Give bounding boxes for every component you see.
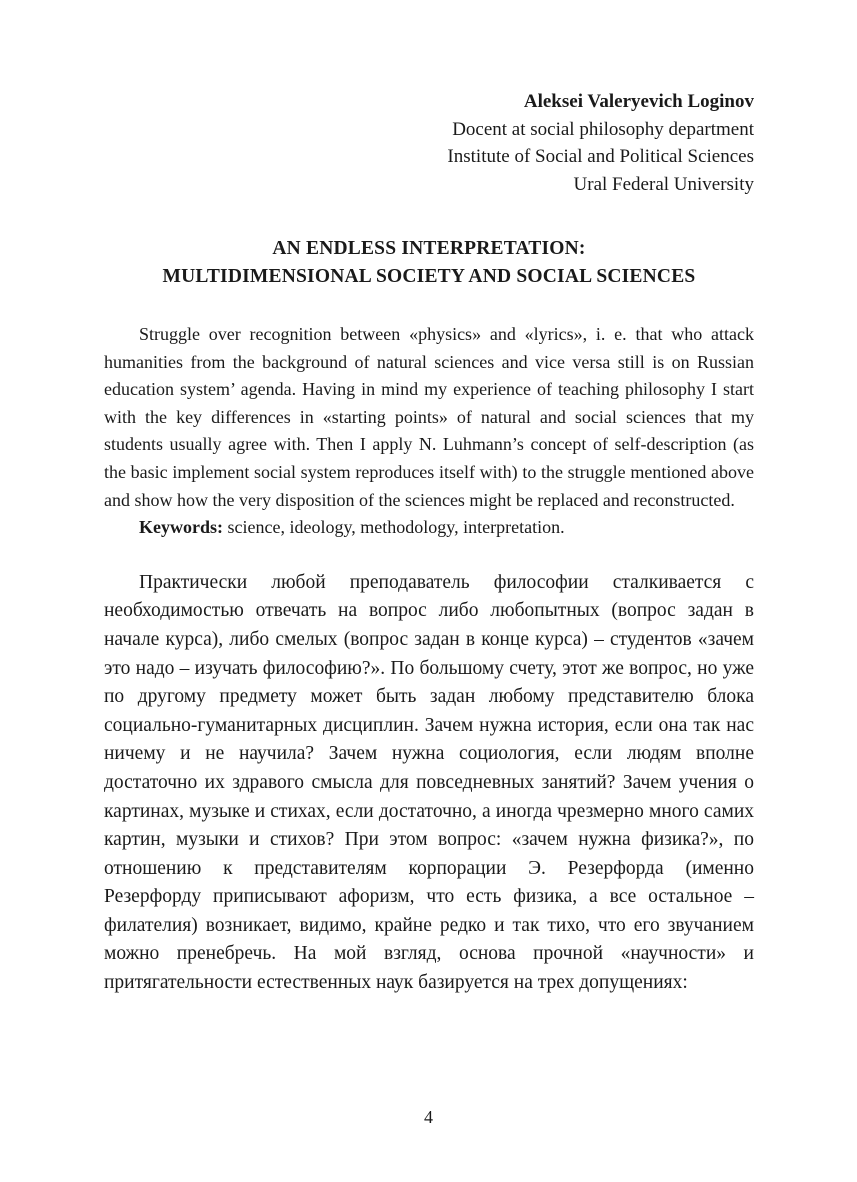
keywords-value: science, ideology, methodology, interpretation. (227, 517, 565, 538)
keywords-label: Keywords: (139, 517, 223, 538)
author-institute: Institute of Social and Political Sciences (447, 146, 754, 167)
author-position: Docent at social philosophy department (452, 118, 754, 140)
author-block (104, 88, 754, 198)
body-text (104, 569, 754, 998)
title-line-1: AN ENDLESS INTERPRETATION: (272, 238, 586, 259)
page-number: 4 (424, 1107, 433, 1127)
keywords-line (104, 514, 754, 542)
author-name: Aleksei Valeryevich Loginov (523, 91, 754, 112)
abstract (104, 321, 754, 542)
title-line-2: MULTIDIMENSIONAL SOCIETY AND SOCIAL SCIENCES (162, 266, 696, 287)
page-content (104, 88, 754, 998)
article-title (104, 235, 754, 291)
body-paragraph: Практически любой преподаватель философии сталкивается с необходимостью отвечать на вопрос либо любопытных (вопрос задан в начале курса), либо смелых (вопрос задан в конце курса) – студентов «зачем это надо – изучать философию?». По большому счету, этот же вопрос, но уже по другому предмету может быть задан любому представителю блока социально-гуманитарных дисциплин. Зачем нужна история, если она так нас ничему и не научила? Зачем нужна социология, если людям вполне достаточно их здравого смысла для повседневных занятий? Зачем учения о картинах, музыке и стихах, если достаточно, а иногда чрезмерно много самих картин, музыки и стихов? При этом вопрос: «зачем нужна физика?», по отношению к представителям корпорации Э. Резерфорда (именно Резерфорду приписывают афоризм, что есть физика, а все остальное – филателия) возникает, видимо, крайне редко и так тихо, что его звучанием можно пренебречь. На мой взгляд, основа прочной «научности» и притягательности естественных наук базируется на трех допущениях: (104, 571, 754, 994)
abstract-text: Struggle over recognition between «physics» and «lyrics», i. e. that who attack humanities from the background of natural sciences and vice versa still is on Russian education system’ agenda. Having in mind my experience of teaching philosophy I start with the key differences in «starting points» of natural and social sciences that my students usually agree with. Then I apply N. Luhmann’s concept of self-description (as the basic implement social system reproduces itself with) to the struggle mentioned above and show how the very disposition of the sciences might be replaced and reconstructed. (104, 324, 754, 510)
author-university: Ural Federal University (573, 173, 754, 195)
